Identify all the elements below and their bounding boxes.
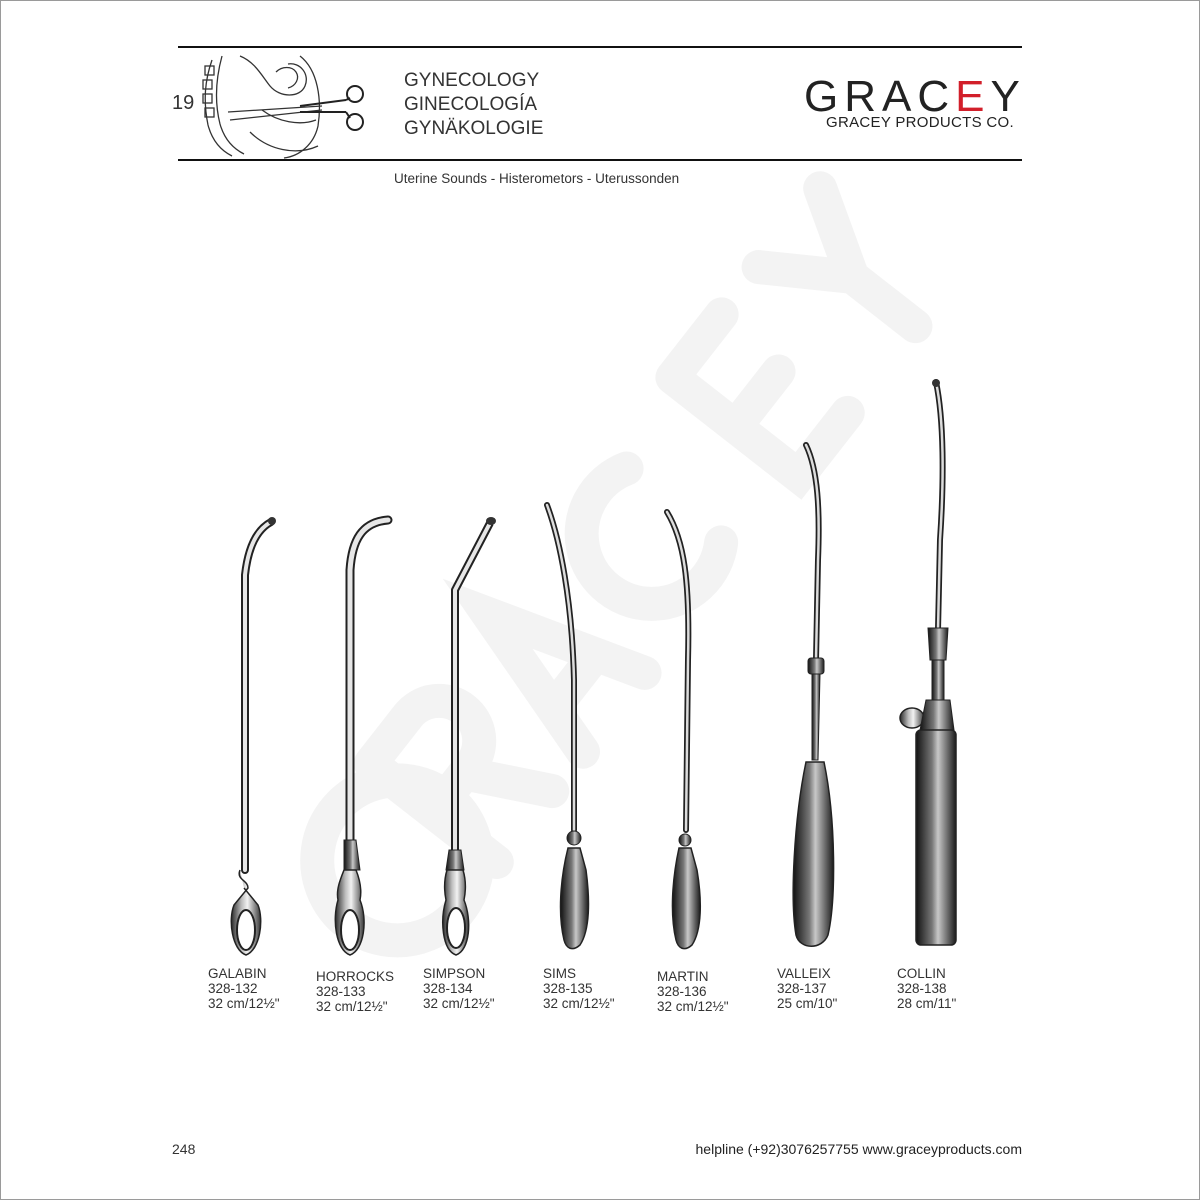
instrument-label-collin [897,966,956,1011]
instrument-code: 328-138 [897,981,947,996]
instrument-size: 32 cm/12½" [423,996,495,1011]
sims-sound-image [547,505,588,949]
galabin-sound-image [231,517,276,955]
instrument-size: 32 cm/12½" [316,999,388,1014]
logo-accent-letter: E [955,72,991,121]
instrument-name: HORROCKS [316,969,395,984]
collin-sound-image [900,379,956,945]
chapter-number: 19 [172,92,195,114]
title-german: GYNÄKOLOGIE [404,118,544,139]
valleix-sound-image [793,445,833,946]
instrument-label-sims [543,966,615,1011]
instrument-size: 32 cm/12½" [543,996,615,1011]
title-spanish: GINECOLOGÍA [404,94,538,115]
instrument-name: SIMS [543,966,577,981]
instrument-code: 328-133 [316,984,366,999]
instrument-name: MARTIN [657,969,709,984]
instrument-label-galabin [208,966,280,1011]
instrument-size: 32 cm/12½" [657,999,729,1014]
instrument-name: GALABIN [208,966,267,981]
product-category-title: Uterine Sounds - Histerometors - Uterussonden [394,171,680,186]
instrument-size: 28 cm/11" [897,996,957,1011]
instrument-code: 328-135 [543,981,593,996]
instrument-size: 32 cm/12½" [208,996,280,1011]
footer-contact: helpline (+92)3076257755 www.graceyproducts.com [695,1141,1022,1157]
simpson-sound-image [443,517,496,955]
logo-main: GRAC [804,72,956,121]
instrument-code: 328-136 [657,984,707,999]
logo-end: Y [990,72,1026,121]
instrument-label-martin [657,969,729,1014]
company-name: GRACEY PRODUCTS CO. [826,114,1014,131]
instrument-code: 328-132 [208,981,258,996]
instrument-code: 328-134 [423,981,473,996]
horrocks-sound-image [335,520,388,955]
page-number: 248 [172,1141,196,1157]
title-english: GYNECOLOGY [404,70,540,91]
instrument-label-horrocks [316,969,394,1014]
instrument-size: 25 cm/10" [777,996,838,1011]
instrument-name: VALLEIX [777,966,831,981]
instrument-code: 328-137 [777,981,827,996]
instrument-label-simpson [423,966,495,1011]
instrument-label-valleix [777,966,837,1011]
instrument-name: COLLIN [897,966,946,981]
martin-sound-image [667,512,700,949]
instrument-name: SIMPSON [423,966,486,981]
